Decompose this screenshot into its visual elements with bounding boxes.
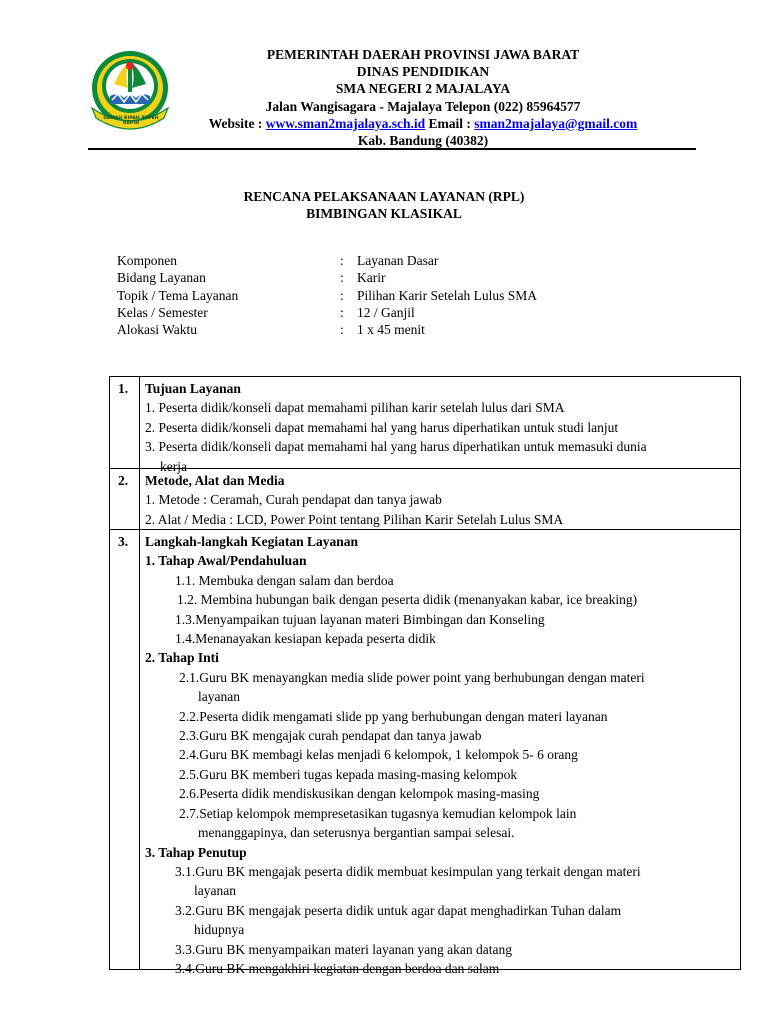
info-row <box>117 287 617 304</box>
info-value: Karir <box>357 270 386 286</box>
list-item: 3.3.Guru BK menyampaikan materi layanan yang akan datang <box>175 941 513 957</box>
section-heading: Langkah-langkah Kegiatan Layanan <box>145 534 359 549</box>
section-content <box>145 532 735 978</box>
info-row <box>117 321 617 338</box>
info-key: Bidang Layanan <box>117 270 206 286</box>
stage-heading-inti: 2. Tahap Inti <box>145 650 219 666</box>
list-item: 1. Metode : Ceramah, Curah pendapat dan tanya jawab <box>145 492 442 508</box>
emblem-motto: GEMAH RIPAH REPEH RAPIH <box>103 116 159 126</box>
stage-heading-awal: 1. Tahap Awal/Pendahuluan <box>145 553 307 569</box>
list-item: 2. Peserta didik/konseli dapat memahami hal yang harus diperhatikan untuk studi lanjut <box>145 419 619 435</box>
info-sep: : <box>340 322 344 338</box>
section-number-cell <box>110 530 140 969</box>
info-block <box>117 252 617 338</box>
list-item-continuation: layanan <box>198 689 240 705</box>
section-tujuan <box>110 377 740 474</box>
info-value: Layanan Dasar <box>357 253 439 268</box>
info-row <box>117 252 617 269</box>
regency-line: Kab. Bandung (40382) <box>357 133 489 149</box>
info-sep: : <box>340 304 344 320</box>
list-item: 2. Alat / Media : LCD, Power Point tentang Pilihan Karir Setelah Lulus SMA <box>145 511 564 527</box>
list-item: 2.5.Guru BK memberi tugas kepada masing-masing kelompok <box>179 766 518 782</box>
info-row <box>117 304 617 321</box>
list-item: 1.3.Menyampaikan tujuan layanan materi Bimbingan dan Konseling <box>175 611 545 627</box>
section-number: 3. <box>118 534 129 549</box>
list-item: 2.4.Guru BK membagi kelas menjadi 6 kelompok, 1 kelompok 5- 6 orang <box>179 747 578 763</box>
document-title: RENCANA PELAKSANAAN LAYANAN (RPL) <box>243 189 525 204</box>
list-item: 1.2. Membina hubungan baik dengan peserta didik (menanyakan kabar, ice breaking) <box>177 592 638 608</box>
school-name: SMA NEGERI 2 MAJALAYA <box>335 81 511 97</box>
section-langkah <box>110 529 740 976</box>
list-item: 2.2.Peserta didik mengamati slide pp yang berhubungan dengan materi layanan <box>179 708 608 724</box>
info-key: Komponen <box>117 253 177 268</box>
section-number-cell <box>110 469 140 529</box>
plan-table <box>109 376 741 976</box>
email-link[interactable]: sman2majalaya@gmail.com <box>474 115 638 131</box>
letterhead <box>88 44 696 152</box>
document-subtitle: BIMBINGAN KLASIKAL <box>306 206 462 221</box>
letterhead-text <box>184 46 662 149</box>
email-label: Email : <box>425 115 475 131</box>
agency-name: DINAS PENDIDIKAN <box>356 64 490 80</box>
section-heading: Tujuan Layanan <box>145 381 241 396</box>
info-value: 1 x 45 menit <box>357 322 425 338</box>
list-item: 3.2.Guru BK mengajak peserta didik untuk agar dapat menghadirkan Tuhan dalam <box>175 902 622 918</box>
list-item: 2.3.Guru BK mengajak curah pendapat dan tanya jawab <box>179 728 482 744</box>
list-item-continuation: menanggapinya, dan seterusnya bergantian sampai selesai. <box>198 825 515 841</box>
section-content <box>145 379 735 476</box>
section-heading: Metode, Alat dan Media <box>145 473 285 488</box>
info-sep: : <box>340 253 344 268</box>
info-row <box>117 269 617 286</box>
info-value: 12 / Ganjil <box>357 304 415 320</box>
info-sep: : <box>340 270 344 286</box>
info-key: Alokasi Waktu <box>117 322 198 338</box>
list-item-continuation: kerja <box>160 458 187 474</box>
website-label: Website : <box>208 115 266 131</box>
section-number-cell <box>110 377 140 468</box>
gov-name: PEMERINTAH DAERAH PROVINSI JAWA BARAT <box>266 47 580 62</box>
list-item: 1.1. Membuka dengan salam dan berdoa <box>175 572 394 588</box>
list-item: 3.4.Guru BK mengakhiri kegiatan dengan berdoa dan salam <box>175 960 500 976</box>
section-number: 2. <box>118 473 129 488</box>
list-item: 2.1.Guru BK menayangkan media slide power point yang berhubungan dengan materi <box>179 669 645 685</box>
info-key: Topik / Tema Layanan <box>117 287 239 303</box>
info-value: Pilihan Karir Setelah Lulus SMA <box>357 287 537 303</box>
website-link[interactable]: www.sman2majalaya.sch.id <box>265 115 426 131</box>
list-item-continuation: layanan <box>194 883 236 899</box>
section-content <box>145 471 735 529</box>
stage-heading-penutup: 3. Tahap Penutup <box>145 844 247 860</box>
list-item: 2.6.Peserta didik mendiskusikan dengan kelompok masing-masing <box>179 786 540 802</box>
list-item: 3. Peserta didik/konseli dapat memahami hal yang harus diperhatikan untuk memasuki dunia <box>145 439 647 455</box>
list-item: 3.1.Guru BK mengajak peserta didik membuat kesimpulan yang terkait dengan materi <box>175 863 641 879</box>
list-item: 1. Peserta didik/konseli dapat memahami pilihan karir setelah lulus dari SMA <box>145 400 565 416</box>
info-key: Kelas / Semester <box>117 304 208 320</box>
contact-line <box>184 115 662 132</box>
list-item-continuation: hidupnya <box>194 922 245 938</box>
info-sep: : <box>340 287 344 303</box>
school-address: Jalan Wangisagara - Majalaya Telepon (022) 85964577 <box>265 98 581 114</box>
section-metode <box>110 468 740 529</box>
letterhead-divider <box>88 148 696 150</box>
section-number: 1. <box>118 381 129 396</box>
list-item: 1.4.Menanayakan kesiapan kepada peserta didik <box>175 631 436 647</box>
list-item: 2.7.Setiap kelompok mempresetasikan tugasnya kemudian kelompok lain <box>179 805 577 821</box>
